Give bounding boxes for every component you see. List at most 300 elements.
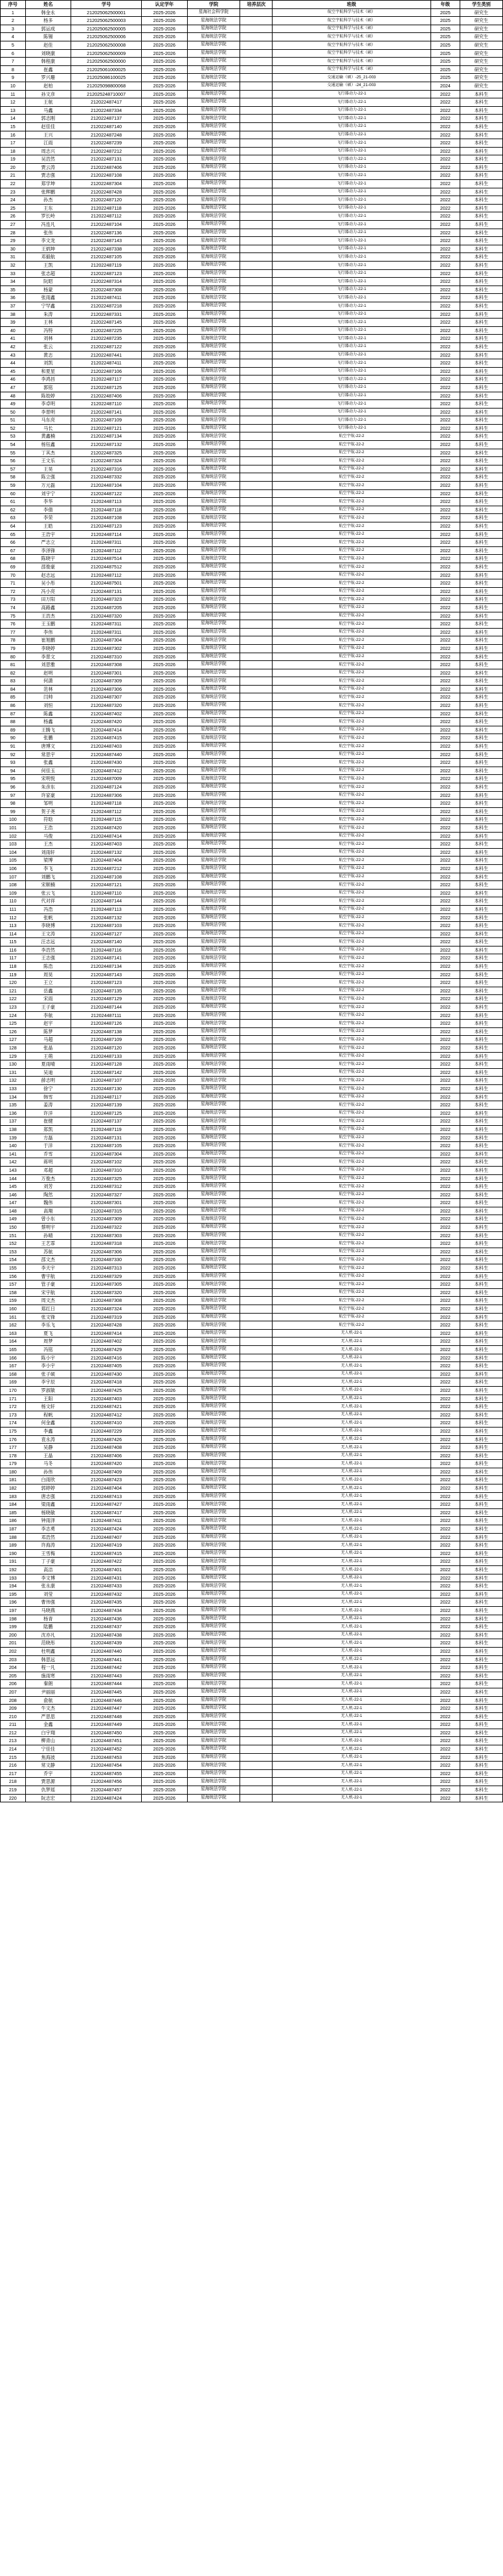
- table-row[interactable]: [1, 873, 503, 881]
- table-row[interactable]: [1, 571, 503, 579]
- table-row[interactable]: [1, 1117, 503, 1126]
- row-name: 赵志远: [25, 571, 71, 579]
- table-row[interactable]: [1, 221, 503, 229]
- table-row[interactable]: [1, 1166, 503, 1174]
- row-student-id: 212024487420: [71, 1460, 142, 1468]
- table-row[interactable]: [1, 1476, 503, 1484]
- row-level: [240, 873, 273, 881]
- row-index: 203: [1, 1655, 26, 1664]
- table-row[interactable]: [1, 1582, 503, 1591]
- table-row[interactable]: [1, 498, 503, 506]
- table-row[interactable]: [1, 1745, 503, 1754]
- table-row[interactable]: [1, 432, 503, 441]
- row-class: 飞行器动力-22-1: [273, 163, 430, 172]
- row-student-id: 212024487309: [71, 1215, 142, 1224]
- table-row[interactable]: [1, 987, 503, 995]
- table-row[interactable]: [1, 98, 503, 107]
- row-student-id: 212022487218: [71, 302, 142, 310]
- table-row[interactable]: [1, 1501, 503, 1509]
- table-row[interactable]: [1, 1052, 503, 1060]
- table-row[interactable]: [1, 1183, 503, 1191]
- table-row[interactable]: [1, 530, 503, 539]
- table-row[interactable]: [1, 1248, 503, 1256]
- table-row[interactable]: [1, 1362, 503, 1371]
- row-student-type: 本科生: [460, 262, 503, 270]
- table-row[interactable]: [1, 1394, 503, 1403]
- table-row[interactable]: [1, 913, 503, 922]
- table-row[interactable]: [1, 122, 503, 131]
- table-row[interactable]: [1, 1566, 503, 1574]
- table-row[interactable]: [1, 1705, 503, 1713]
- row-student-id: 212024487430: [71, 759, 142, 767]
- row-student-type: 本科生: [460, 1345, 503, 1354]
- table-row[interactable]: [1, 922, 503, 930]
- table-row[interactable]: [1, 294, 503, 302]
- table-row[interactable]: [1, 522, 503, 531]
- table-row[interactable]: [1, 1525, 503, 1534]
- table-row[interactable]: [1, 1345, 503, 1354]
- table-row[interactable]: [1, 848, 503, 857]
- table-row[interactable]: [1, 457, 503, 465]
- row-grade: 2022: [430, 408, 460, 416]
- row-academic-year: 2025-2026: [142, 1084, 187, 1093]
- table-row[interactable]: [1, 946, 503, 954]
- table-row[interactable]: [1, 359, 503, 368]
- table-row[interactable]: [1, 262, 503, 270]
- row-academic-year: 2025-2026: [142, 726, 187, 734]
- table-row[interactable]: [1, 1207, 503, 1215]
- table-row[interactable]: [1, 864, 503, 873]
- row-name: 和夏星: [25, 367, 71, 375]
- table-row[interactable]: [1, 1615, 503, 1623]
- table-row[interactable]: [1, 172, 503, 180]
- table-row[interactable]: [1, 1313, 503, 1321]
- table-row[interactable]: [1, 1786, 503, 1795]
- table-row[interactable]: [1, 1093, 503, 1101]
- row-academic-year: 2025-2026: [142, 653, 187, 661]
- row-class: 无人机-22-1: [273, 1484, 430, 1493]
- row-academic-year: 2025-2026: [142, 1672, 187, 1680]
- table-row[interactable]: [1, 449, 503, 457]
- table-row[interactable]: [1, 1003, 503, 1012]
- row-grade: 2022: [430, 922, 460, 930]
- row-class: 飞行器动力-22-1: [273, 278, 430, 286]
- table-row[interactable]: [1, 90, 503, 98]
- table-row[interactable]: [1, 1696, 503, 1705]
- table-row[interactable]: [1, 1484, 503, 1493]
- table-row[interactable]: [1, 1281, 503, 1289]
- table-row[interactable]: [1, 1272, 503, 1281]
- table-row[interactable]: [1, 1435, 503, 1444]
- table-row[interactable]: [1, 326, 503, 335]
- table-row[interactable]: [1, 383, 503, 392]
- table-row[interactable]: [1, 17, 503, 25]
- row-index: 49: [1, 400, 26, 409]
- column-header-student-id: 学号: [71, 1, 142, 9]
- table-row[interactable]: [1, 1468, 503, 1476]
- table-row[interactable]: [1, 1737, 503, 1745]
- table-row[interactable]: [1, 74, 503, 82]
- table-row[interactable]: [1, 1134, 503, 1142]
- row-class: 航空宇航-22-2: [273, 759, 430, 767]
- row-student-type: 本科生: [460, 1036, 503, 1044]
- table-row[interactable]: [1, 726, 503, 734]
- table-row[interactable]: [1, 563, 503, 571]
- row-student-type: 本科生: [460, 1281, 503, 1289]
- row-index: 151: [1, 1231, 26, 1240]
- table-row[interactable]: [1, 767, 503, 775]
- row-academic-year: 2025-2026: [142, 539, 187, 547]
- row-class: 无人机-22-1: [273, 1688, 430, 1696]
- table-row[interactable]: [1, 1729, 503, 1737]
- table-row[interactable]: [1, 1688, 503, 1696]
- table-row[interactable]: [1, 612, 503, 620]
- row-academic-year: 2025-2026: [142, 759, 187, 767]
- table-row[interactable]: [1, 1411, 503, 1419]
- row-grade: 2022: [430, 1721, 460, 1729]
- table-row[interactable]: [1, 840, 503, 849]
- table-row[interactable]: [1, 253, 503, 262]
- table-row[interactable]: [1, 506, 503, 514]
- table-row[interactable]: [1, 1264, 503, 1273]
- table-row[interactable]: [1, 8, 503, 17]
- table-row[interactable]: [1, 1655, 503, 1664]
- table-row[interactable]: [1, 1020, 503, 1028]
- table-row[interactable]: [1, 1231, 503, 1240]
- table-row[interactable]: [1, 816, 503, 824]
- table-row[interactable]: [1, 424, 503, 432]
- table-row[interactable]: [1, 245, 503, 253]
- table-row[interactable]: [1, 546, 503, 555]
- table-row[interactable]: [1, 1354, 503, 1362]
- table-row[interactable]: [1, 204, 503, 212]
- table-row[interactable]: [1, 1672, 503, 1680]
- table-row[interactable]: [1, 278, 503, 286]
- table-row[interactable]: [1, 555, 503, 563]
- row-class: 航空宇航-22-2: [273, 432, 430, 441]
- table-row[interactable]: [1, 1174, 503, 1183]
- row-student-id: 212022487137: [71, 115, 142, 123]
- table-row[interactable]: [1, 196, 503, 205]
- table-row[interactable]: [1, 416, 503, 425]
- row-grade: 2022: [430, 473, 460, 482]
- table-row[interactable]: [1, 441, 503, 449]
- table-row[interactable]: [1, 269, 503, 278]
- table-row[interactable]: [1, 147, 503, 155]
- table-row[interactable]: [1, 1084, 503, 1093]
- table-row[interactable]: [1, 155, 503, 164]
- table-row[interactable]: [1, 881, 503, 890]
- table-row[interactable]: [1, 832, 503, 840]
- table-row[interactable]: [1, 514, 503, 522]
- row-college: 星海统法学院: [187, 131, 240, 139]
- table-row[interactable]: [1, 65, 503, 74]
- row-academic-year: 2025-2026: [142, 1052, 187, 1060]
- row-level: [240, 653, 273, 661]
- table-row[interactable]: [1, 1427, 503, 1435]
- row-academic-year: 2025-2026: [142, 33, 187, 41]
- table-row[interactable]: [1, 628, 503, 636]
- row-academic-year: 2025-2026: [142, 897, 187, 906]
- table-row[interactable]: [1, 823, 503, 832]
- table-row[interactable]: [1, 139, 503, 148]
- table-row[interactable]: [1, 783, 503, 792]
- row-academic-year: 2025-2026: [142, 612, 187, 620]
- table-row[interactable]: [1, 596, 503, 604]
- table-row[interactable]: [1, 661, 503, 669]
- row-student-type: 本科生: [460, 1688, 503, 1696]
- row-class: 无人机-22-1: [273, 1525, 430, 1534]
- table-row[interactable]: [1, 734, 503, 743]
- row-name: 乔雪: [25, 1150, 71, 1158]
- table-row[interactable]: [1, 489, 503, 498]
- row-academic-year: 2025-2026: [142, 1705, 187, 1713]
- table-row[interactable]: [1, 1574, 503, 1582]
- table-row[interactable]: [1, 1142, 503, 1150]
- table-row[interactable]: [1, 1590, 503, 1598]
- table-row[interactable]: [1, 1558, 503, 1566]
- table-row[interactable]: [1, 1150, 503, 1158]
- row-student-id: 212022487417: [71, 98, 142, 107]
- row-index: 88: [1, 718, 26, 726]
- table-row[interactable]: [1, 587, 503, 596]
- row-index: 156: [1, 1272, 26, 1281]
- table-row[interactable]: [1, 1712, 503, 1721]
- table-row[interactable]: [1, 400, 503, 409]
- table-row[interactable]: [1, 644, 503, 653]
- row-college: 星海统法学院: [187, 1403, 240, 1411]
- table-row[interactable]: [1, 310, 503, 319]
- row-class: 无人机-22-1: [273, 1769, 430, 1778]
- table-row[interactable]: [1, 963, 503, 971]
- table-row[interactable]: [1, 1762, 503, 1770]
- table-row[interactable]: [1, 743, 503, 751]
- table-row[interactable]: [1, 482, 503, 490]
- table-row[interactable]: [1, 229, 503, 237]
- row-level: [240, 1705, 273, 1713]
- table-row[interactable]: [1, 1036, 503, 1044]
- table-row[interactable]: [1, 1109, 503, 1117]
- table-row[interactable]: [1, 889, 503, 897]
- table-row[interactable]: [1, 33, 503, 41]
- table-row[interactable]: [1, 1419, 503, 1428]
- table-row[interactable]: [1, 25, 503, 33]
- row-college: 星海统法学院: [187, 628, 240, 636]
- table-row[interactable]: [1, 106, 503, 115]
- table-row[interactable]: [1, 1224, 503, 1232]
- table-row[interactable]: [1, 1297, 503, 1305]
- table-row[interactable]: [1, 319, 503, 327]
- table-row[interactable]: [1, 1549, 503, 1558]
- table-row[interactable]: [1, 212, 503, 221]
- row-student-type: 本科生: [460, 1191, 503, 1199]
- table-row[interactable]: [1, 82, 503, 90]
- table-row[interactable]: [1, 995, 503, 1003]
- table-row[interactable]: [1, 286, 503, 294]
- table-row[interactable]: [1, 1101, 503, 1110]
- table-row[interactable]: [1, 180, 503, 188]
- row-college: 星海统法学院: [187, 1370, 240, 1378]
- table-row[interactable]: [1, 1386, 503, 1394]
- table-row[interactable]: [1, 710, 503, 718]
- table-row[interactable]: [1, 1721, 503, 1729]
- table-row[interactable]: [1, 857, 503, 865]
- table-row[interactable]: [1, 800, 503, 808]
- table-row[interactable]: [1, 750, 503, 759]
- row-grade: 2022: [430, 286, 460, 294]
- row-grade: 2022: [430, 1623, 460, 1631]
- table-row[interactable]: [1, 1370, 503, 1378]
- table-row[interactable]: [1, 1769, 503, 1778]
- table-row[interactable]: [1, 791, 503, 800]
- row-grade: 2022: [430, 873, 460, 881]
- row-level: [240, 1451, 273, 1460]
- table-row[interactable]: [1, 1403, 503, 1411]
- row-index: 86: [1, 702, 26, 710]
- row-student-id: 212024487419: [71, 1541, 142, 1550]
- table-row[interactable]: [1, 49, 503, 58]
- table-row[interactable]: [1, 1378, 503, 1387]
- table-row[interactable]: [1, 1639, 503, 1648]
- table-row[interactable]: [1, 1125, 503, 1134]
- table-row[interactable]: [1, 603, 503, 612]
- row-college: 星海统法学院: [187, 857, 240, 865]
- table-row[interactable]: [1, 1191, 503, 1199]
- table-row[interactable]: [1, 685, 503, 693]
- table-row[interactable]: [1, 1321, 503, 1330]
- row-class: 无人机-22-1: [273, 1745, 430, 1754]
- table-row[interactable]: [1, 759, 503, 767]
- table-row[interactable]: [1, 1240, 503, 1248]
- row-index: 90: [1, 734, 26, 743]
- table-row[interactable]: [1, 1631, 503, 1639]
- table-row[interactable]: [1, 1444, 503, 1452]
- table-row[interactable]: [1, 1077, 503, 1085]
- table-row[interactable]: [1, 1508, 503, 1517]
- table-row[interactable]: [1, 375, 503, 384]
- table-row[interactable]: [1, 1664, 503, 1672]
- row-student-id: 212024487403: [71, 840, 142, 849]
- table-row[interactable]: [1, 930, 503, 938]
- row-student-id: 212024487126: [71, 1020, 142, 1028]
- row-grade: 2022: [430, 612, 460, 620]
- row-index: 94: [1, 767, 26, 775]
- table-row[interactable]: [1, 1158, 503, 1167]
- table-row[interactable]: [1, 1598, 503, 1607]
- table-row[interactable]: [1, 465, 503, 473]
- table-row[interactable]: [1, 1338, 503, 1346]
- table-row[interactable]: [1, 58, 503, 66]
- table-row[interactable]: [1, 302, 503, 310]
- table-row[interactable]: [1, 1305, 503, 1314]
- table-row[interactable]: [1, 669, 503, 677]
- table-row[interactable]: [1, 1541, 503, 1550]
- table-row[interactable]: [1, 408, 503, 416]
- row-index: 171: [1, 1394, 26, 1403]
- table-row[interactable]: [1, 1647, 503, 1655]
- table-row[interactable]: [1, 693, 503, 702]
- table-row[interactable]: [1, 1027, 503, 1036]
- row-class: 航空宇航-22-2: [273, 628, 430, 636]
- table-row[interactable]: [1, 636, 503, 645]
- table-row[interactable]: [1, 979, 503, 987]
- table-row[interactable]: [1, 970, 503, 979]
- table-row[interactable]: [1, 1794, 503, 1802]
- table-row[interactable]: [1, 1606, 503, 1615]
- table-row[interactable]: [1, 115, 503, 123]
- table-row[interactable]: [1, 1753, 503, 1762]
- table-row[interactable]: [1, 473, 503, 482]
- row-grade: 2022: [430, 1191, 460, 1199]
- table-row[interactable]: [1, 188, 503, 196]
- table-row[interactable]: [1, 677, 503, 686]
- table-row[interactable]: [1, 1288, 503, 1297]
- table-row[interactable]: [1, 1215, 503, 1224]
- table-row[interactable]: [1, 367, 503, 375]
- table-row[interactable]: [1, 1492, 503, 1501]
- table-row[interactable]: [1, 718, 503, 726]
- table-row[interactable]: [1, 1044, 503, 1053]
- table-row[interactable]: [1, 938, 503, 946]
- table-row[interactable]: [1, 1517, 503, 1525]
- table-row[interactable]: [1, 1060, 503, 1069]
- table-row[interactable]: [1, 539, 503, 547]
- table-row[interactable]: [1, 342, 503, 351]
- row-college: 星海统法学院: [187, 1166, 240, 1174]
- table-row[interactable]: [1, 131, 503, 139]
- row-academic-year: 2025-2026: [142, 1631, 187, 1639]
- row-class: 航空宇航-22-2: [273, 1093, 430, 1101]
- table-row[interactable]: [1, 237, 503, 245]
- row-name: 李航: [25, 1011, 71, 1020]
- table-row[interactable]: [1, 163, 503, 172]
- row-grade: 2022: [430, 294, 460, 302]
- table-row[interactable]: [1, 775, 503, 783]
- table-row[interactable]: [1, 954, 503, 963]
- table-row[interactable]: [1, 351, 503, 359]
- table-row[interactable]: [1, 1329, 503, 1338]
- row-student-type: 本科生: [460, 1150, 503, 1158]
- table-row[interactable]: [1, 1680, 503, 1688]
- table-row[interactable]: [1, 1623, 503, 1631]
- row-name: 宋雨: [25, 995, 71, 1003]
- table-row[interactable]: [1, 1451, 503, 1460]
- table-row[interactable]: [1, 1256, 503, 1264]
- row-student-type: 本科生: [460, 1207, 503, 1215]
- table-row[interactable]: [1, 807, 503, 816]
- table-row[interactable]: [1, 41, 503, 49]
- row-class: 航空宇航-22-2: [273, 1158, 430, 1167]
- row-student-type: 本科生: [460, 546, 503, 555]
- table-row[interactable]: [1, 1199, 503, 1207]
- table-row[interactable]: [1, 392, 503, 400]
- table-row[interactable]: [1, 905, 503, 913]
- table-row[interactable]: [1, 1068, 503, 1077]
- row-level: [240, 1345, 273, 1354]
- row-class: 航空宇航-22-2: [273, 1134, 430, 1142]
- table-row[interactable]: [1, 1533, 503, 1541]
- row-college: 星海统法学院: [187, 1011, 240, 1020]
- table-row[interactable]: [1, 1011, 503, 1020]
- table-row[interactable]: [1, 653, 503, 661]
- table-row[interactable]: [1, 897, 503, 906]
- table-row[interactable]: [1, 335, 503, 343]
- table-row[interactable]: [1, 620, 503, 629]
- table-row[interactable]: [1, 702, 503, 710]
- table-row[interactable]: [1, 579, 503, 588]
- table-row[interactable]: [1, 1778, 503, 1786]
- table-row[interactable]: [1, 1460, 503, 1468]
